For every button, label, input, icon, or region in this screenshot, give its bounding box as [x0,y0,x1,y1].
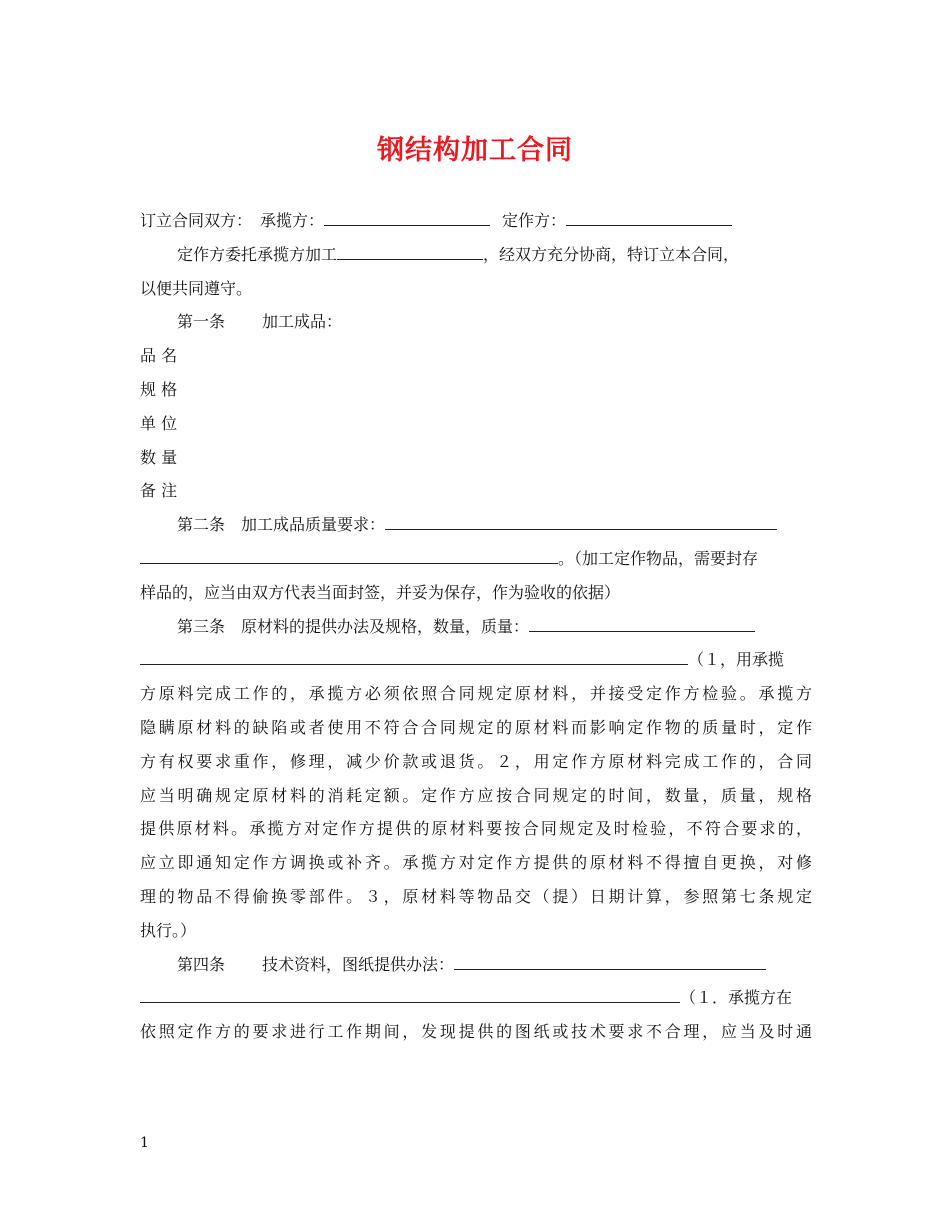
article-4-heading [140,948,812,982]
article-3-text-line: 隐瞒原材料的缺陷或者使用不符合合同规定的原材料而影响定作物的质量时，定作 [140,717,812,737]
article-3-text-line: 执行。） [140,920,197,940]
article-2-note-start: 。（加工定作物品，需要封存 [558,548,759,568]
article-4-line-3: 依照定作方的要求进行工作期间，发现提供的图纸或技术要求不合理，应当及时通 [140,1022,812,1042]
contract-body [140,204,812,1049]
article-3-text-line: 方有权要求重作，修理，减少价款或退货。２，用定作方原材料完成工作的，合同 [140,751,812,771]
document-title: 钢结构加工合同 [377,135,573,166]
article-2-line-2 [140,542,812,576]
field-remarks: 备 注 [140,481,178,501]
article-3-heading [140,610,812,644]
article-2-line-3: 样品的，应当由双方代表当面封签，并妥为保存，作为验收的依据） [140,582,621,602]
article-1-heading [140,305,812,339]
article-3-text-line: 方原料完成工作的，承揽方必须依照合同规定原材料，并接受定作方检验。承揽方 [140,684,812,704]
commission-line-2: 以便共同遵守。 [140,278,253,298]
materials-blank-2 [140,651,688,665]
article-3-text-line: 理的物品不得偷换零部件。３，原材料等物品交（提）日期计算，参照第七条规定 [140,886,812,906]
contractor-blank [324,212,490,226]
article-1-number: 第一条 [177,312,226,332]
article-1-title: 加工成品： [262,312,343,332]
commission-text-a: 定作方委托承揽方加工 [177,244,338,264]
article-4-line-2 [140,981,812,1015]
technical-blank-1 [454,956,766,970]
field-unit: 单 位 [140,413,178,433]
client-blank [566,212,732,226]
materials-blank-1 [529,618,755,632]
article-3-title: 原材料的提供办法及规格，数量，质量： [241,616,530,636]
article-3-text-line: 应立即通知定作方调换或补齐。承揽方对定作方提供的原材料不得擅自更换，对修 [140,853,812,873]
article-3-text-line: 应当明确规定原材料的消耗定额。定作方应按合同规定的时间，数量，质量，规格 [140,785,812,805]
article-2-title: 加工成品质量要求： [241,515,386,535]
commission-line [140,238,812,272]
field-product-name: 品 名 [140,346,178,366]
article-4-title: 技术资料，图纸提供办法： [262,954,455,974]
article-4-note-start: （１．承揽方在 [680,988,793,1008]
client-label: 定作方： [502,211,567,230]
page-number: 1 [140,1135,149,1151]
parties-label: 订立合同双方： [140,211,253,230]
contractor-label: 承揽方： [260,211,325,230]
article-2-heading [140,508,812,542]
field-specification: 规 格 [140,379,178,399]
article-4-number: 第四条 [177,954,226,974]
quality-blank-2 [140,550,558,564]
quality-blank-1 [385,516,777,530]
article-3-note-start: （１，用承揽 [688,650,785,670]
field-quantity: 数 量 [140,447,178,467]
commission-text-b: ，经双方充分协商，特订立本合同， [483,244,740,264]
article-3-text-line: 提供原材料。承揽方对定作方提供的原材料要按合同规定及时检验，不符合要求的， [140,819,812,839]
article-3-number: 第三条 [177,616,226,636]
technical-blank-2 [140,989,680,1003]
processing-item-blank [337,246,483,260]
parties-line [140,204,812,238]
article-3-line-2 [140,643,812,677]
article-2-number: 第二条 [177,515,226,535]
